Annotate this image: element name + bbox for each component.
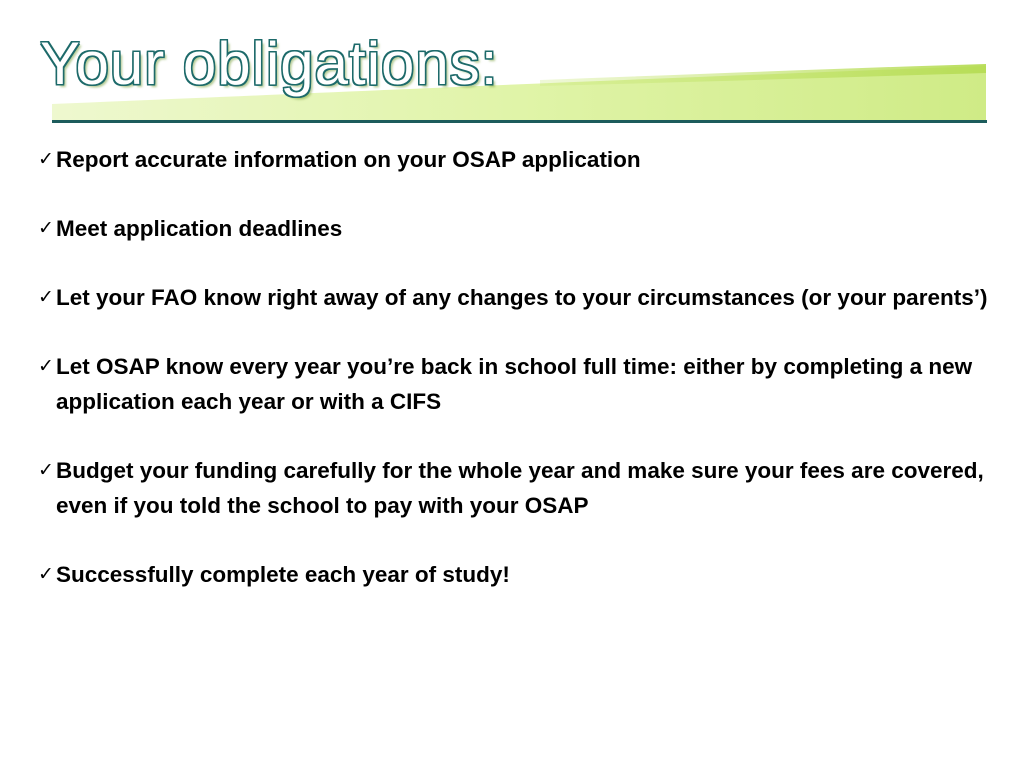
list-item-text: Budget your funding carefully for the whole year and make sure your fees are covered, even if you told the school to pay with your OSAP (56, 458, 984, 518)
checkmark-icon: ✓ (38, 217, 54, 239)
list-item (38, 453, 1004, 523)
slide-title: Your obligations: (40, 30, 499, 97)
list-item (38, 557, 1004, 592)
checkmark-icon: ✓ (38, 148, 54, 170)
list-item (38, 280, 1004, 315)
list-item (38, 211, 1004, 246)
checkmark-icon: ✓ (38, 355, 54, 377)
list-item-text: Meet application deadlines (56, 216, 343, 241)
list-item-text: Report accurate information on your OSAP application (56, 147, 641, 172)
list-item-text: Let your FAO know right away of any changes to your circumstances (or your parents’) (56, 285, 988, 310)
list-item-text: Successfully complete each year of study! (56, 562, 510, 587)
list-item (38, 142, 1004, 177)
checkmark-icon: ✓ (38, 286, 54, 308)
list-item-text: Let OSAP know every year you’re back in school full time: either by completing a new application each year or with a CIFS (56, 354, 973, 414)
checkmark-icon: ✓ (38, 459, 54, 481)
checkmark-icon: ✓ (38, 563, 54, 585)
title-band-underline (52, 120, 987, 123)
obligations-list (38, 142, 1004, 626)
list-item (38, 349, 1004, 419)
